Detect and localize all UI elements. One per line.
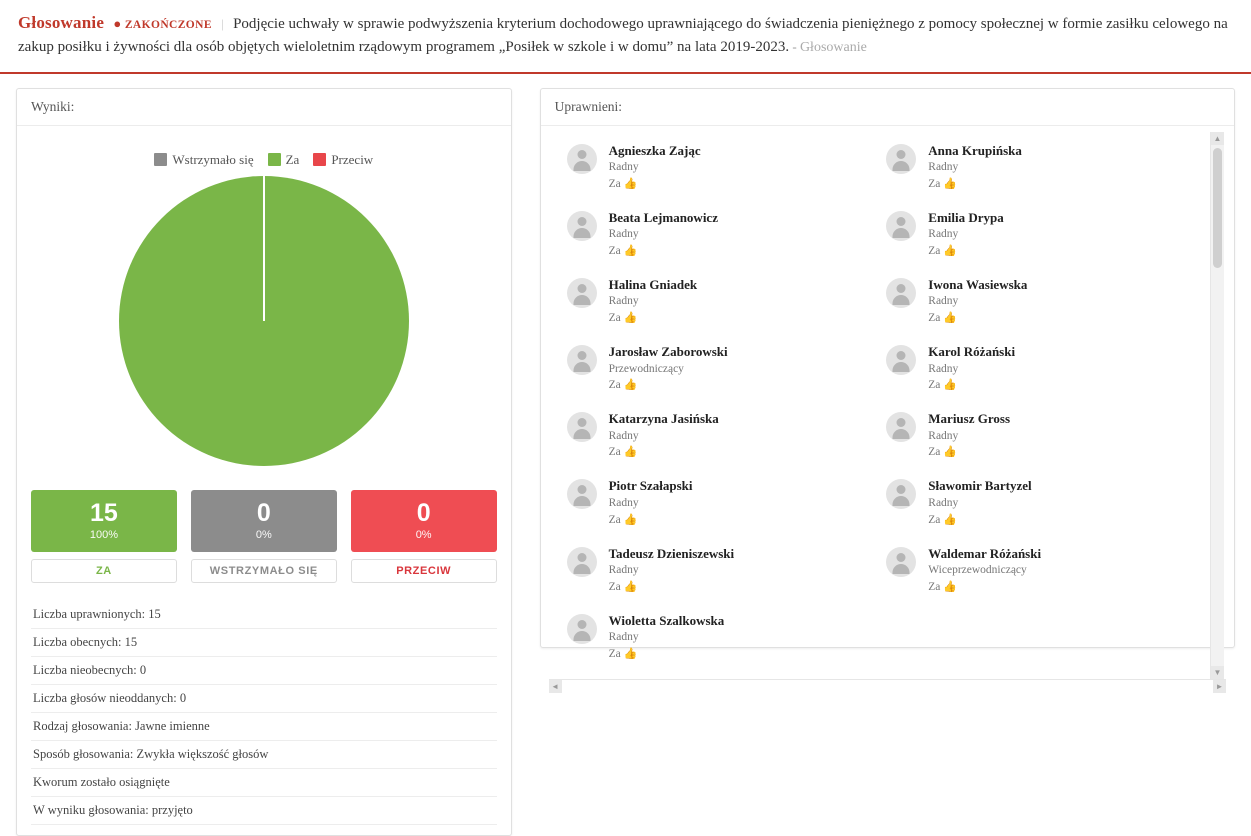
voter-list-item[interactable]	[567, 612, 887, 663]
pie-slice-divider	[263, 176, 265, 321]
voters-vertical-scrollbar[interactable]	[1210, 132, 1224, 679]
voter-name: Karol Różański	[928, 344, 1016, 360]
avatar-icon	[886, 345, 916, 375]
voter-list-item[interactable]	[886, 343, 1206, 394]
result-col-against	[351, 490, 497, 583]
voters-scroll-area	[549, 132, 1226, 679]
avatar-icon	[567, 345, 597, 375]
legend-swatch-abstain	[154, 153, 167, 166]
voter-name: Jarosław Zaborowski	[608, 344, 728, 360]
result-box-against	[351, 490, 497, 552]
page-header	[0, 0, 1251, 74]
voter-info	[609, 276, 698, 327]
thumbs-up-icon: 👍	[620, 446, 638, 459]
thumbs-up-icon: 👍	[620, 379, 638, 392]
voter-info	[928, 276, 1027, 327]
avatar-icon	[886, 278, 916, 308]
voter-name: Mariusz Gross	[928, 411, 1011, 427]
voter-role: Radny	[608, 496, 639, 509]
result-box-abstain	[191, 490, 337, 552]
legend-item-abstain	[154, 152, 253, 168]
thumbs-up-icon: 👍	[620, 513, 638, 526]
voter-vote	[609, 444, 719, 461]
voter-vote	[609, 377, 728, 394]
vote-stats-list	[17, 583, 511, 835]
main-content	[0, 74, 1251, 836]
avatar-icon	[886, 547, 916, 577]
voter-vote-label: Za	[928, 379, 941, 392]
results-panel	[16, 88, 512, 836]
voter-vote	[928, 310, 1027, 327]
stat-row: W wyniku głosowania: przyjęto	[31, 797, 497, 825]
voter-vote	[928, 243, 1003, 260]
voter-name: Katarzyna Jasińska	[608, 411, 719, 427]
voter-info	[609, 477, 693, 528]
stat-row: Kworum zostało osiągnięte	[31, 769, 497, 797]
voter-vote-label: Za	[608, 647, 621, 660]
voter-vote-label: Za	[608, 244, 621, 257]
scroll-down-arrow-icon[interactable]: ▼	[1211, 666, 1224, 679]
avatar-icon	[567, 547, 597, 577]
thumbs-up-icon: 👍	[620, 580, 638, 593]
result-col-for	[31, 490, 177, 583]
voter-role: Radny	[928, 362, 959, 375]
thumbs-up-icon: 👍	[940, 580, 957, 593]
voter-role: Radny	[928, 496, 959, 509]
voter-info	[609, 343, 728, 394]
status-badge	[113, 16, 215, 31]
voter-info	[928, 410, 1010, 461]
result-percent-abstain: 0%	[255, 529, 272, 542]
voter-role: Radny	[928, 228, 959, 241]
legend-item-against	[313, 152, 373, 168]
voter-list-item[interactable]	[886, 477, 1206, 528]
voter-vote	[609, 310, 698, 327]
scroll-left-arrow-icon[interactable]: ◄	[549, 680, 562, 693]
result-label-against: PRZECIW	[351, 559, 497, 583]
chart-legend	[17, 152, 511, 168]
avatar-icon	[886, 479, 916, 509]
voter-list-item[interactable]	[567, 142, 887, 193]
voter-vote-label: Za	[608, 379, 621, 392]
result-count-abstain: 0	[256, 498, 271, 527]
avatar-icon	[567, 614, 597, 644]
voter-list-item[interactable]	[567, 545, 887, 596]
voters-panel	[540, 88, 1235, 691]
stat-row: Rodzaj głosowania: Jawne imienne	[31, 713, 497, 741]
voter-list-item[interactable]	[567, 276, 887, 327]
voter-info	[609, 612, 725, 663]
pie-chart	[119, 176, 409, 466]
voter-role: Radny	[608, 429, 639, 442]
results-panel-title: Wyniki:	[17, 89, 511, 126]
stat-row: Liczba uprawnionych: 15	[31, 601, 497, 629]
avatar-icon	[886, 412, 916, 442]
thumbs-up-icon: 👍	[940, 244, 957, 257]
voter-role: Radny	[608, 631, 639, 644]
voter-info	[928, 545, 1041, 596]
voter-vote-label: Za	[928, 513, 941, 526]
avatar-icon	[567, 211, 597, 241]
voter-vote-label: Za	[608, 513, 621, 526]
voter-role: Radny	[608, 161, 639, 174]
avatar-icon	[567, 479, 597, 509]
voters-grid	[549, 132, 1226, 679]
legend-swatch-against	[313, 153, 326, 166]
voter-list-item[interactable]	[567, 410, 887, 461]
stat-row: Sposób głosowania: Zwykła większość głosów	[31, 741, 497, 769]
voter-info	[928, 343, 1015, 394]
voter-info	[609, 410, 719, 461]
voter-vote-label: Za	[928, 312, 941, 325]
voter-role: Radny	[608, 295, 639, 308]
voter-vote	[609, 243, 718, 260]
voter-info	[928, 209, 1003, 260]
scroll-up-arrow-icon[interactable]: ▲	[1211, 132, 1224, 145]
voter-name: Iwona Wasiewska	[928, 276, 1028, 292]
voter-list-item[interactable]	[567, 209, 887, 260]
result-label-for: ZA	[31, 559, 177, 583]
avatar-icon	[567, 278, 597, 308]
voters-panel-title: Uprawnieni:	[541, 89, 1234, 126]
voter-vote	[609, 176, 701, 193]
voter-vote	[609, 579, 735, 596]
voter-info	[928, 477, 1031, 528]
voter-vote-label: Za	[608, 177, 621, 190]
voter-list-item[interactable]	[567, 343, 887, 394]
voter-info	[609, 545, 735, 596]
voter-vote	[928, 377, 1015, 394]
stat-row: Liczba nieobecnych: 0	[31, 657, 497, 685]
result-box-for	[31, 490, 177, 552]
header-dash: -	[792, 39, 797, 55]
voter-list-item[interactable]	[886, 142, 1206, 193]
thumbs-up-icon: 👍	[940, 513, 957, 526]
voter-vote	[609, 646, 725, 663]
voter-list-item[interactable]	[886, 545, 1206, 596]
voter-list-item[interactable]	[886, 209, 1206, 260]
avatar-icon	[886, 144, 916, 174]
voter-info	[609, 142, 701, 193]
header-breadcrumb-tail: Głosowanie	[799, 40, 867, 56]
legend-item-for	[268, 152, 300, 168]
voter-name: Piotr Szałapski	[608, 478, 693, 494]
scroll-right-arrow-icon[interactable]: ►	[1213, 680, 1226, 693]
voter-vote-label: Za	[608, 446, 621, 459]
voter-name: Wioletta Szalkowska	[608, 612, 725, 628]
vertical-scroll-thumb[interactable]	[1213, 148, 1222, 268]
pie-chart-wrapper	[17, 176, 511, 466]
thumbs-up-icon: 👍	[620, 177, 638, 190]
legend-label-against: Przeciw	[331, 151, 374, 167]
voter-name: Halina Gniadek	[608, 276, 698, 292]
page-title: Głosowanie	[18, 13, 105, 32]
voter-role: Radny	[928, 429, 959, 442]
voter-vote	[928, 176, 1022, 193]
result-percent-against: 0%	[415, 529, 432, 542]
voter-name: Agnieszka Zając	[608, 142, 701, 158]
thumbs-up-icon: 👍	[620, 647, 638, 660]
voters-column-left	[567, 142, 887, 679]
legend-swatch-for	[268, 153, 281, 166]
voter-role: Radny	[608, 228, 639, 241]
result-percent-for: 100%	[89, 529, 118, 542]
thumbs-up-icon: 👍	[940, 379, 957, 392]
stat-row: Liczba obecnych: 15	[31, 629, 497, 657]
result-col-abstain	[191, 490, 337, 583]
voter-role: Radny	[608, 564, 639, 577]
voter-list-item[interactable]	[567, 477, 887, 528]
result-label-abstain: WSTRZYMAŁO SIĘ	[191, 559, 337, 583]
stat-row: Liczba głosów nieoddanych: 0	[31, 685, 497, 713]
voter-name: Emilia Drypa	[928, 209, 1004, 225]
thumbs-up-icon: 👍	[940, 312, 957, 325]
voter-list-item[interactable]	[886, 276, 1206, 327]
voter-vote-label: Za	[928, 244, 941, 257]
voter-name: Sławomir Bartyzel	[928, 478, 1032, 494]
avatar-icon	[567, 412, 597, 442]
voter-vote-label: Za	[608, 312, 621, 325]
voter-info	[609, 209, 718, 260]
status-dot-icon: ●	[113, 16, 122, 31]
voter-vote-label: Za	[608, 580, 621, 593]
voter-vote-label: Za	[928, 177, 941, 190]
avatar-icon	[567, 144, 597, 174]
voter-vote	[928, 444, 1010, 461]
result-count-against: 0	[416, 498, 431, 527]
voter-role: Radny	[928, 161, 959, 174]
voter-vote-label: Za	[928, 446, 941, 459]
avatar-icon	[886, 211, 916, 241]
voter-name: Tadeusz Dzieniszewski	[608, 545, 735, 561]
status-badge-label: ZAKOŃCZONE	[124, 19, 212, 31]
voter-vote-label: Za	[928, 580, 941, 593]
voter-vote	[609, 512, 693, 529]
voter-info	[928, 142, 1022, 193]
thumbs-up-icon: 👍	[940, 177, 957, 190]
legend-label-for: Za	[285, 151, 300, 167]
voter-name: Beata Lejmanowicz	[608, 209, 718, 225]
result-count-for: 15	[90, 498, 118, 527]
thumbs-up-icon: 👍	[620, 244, 638, 257]
voter-list-item[interactable]	[886, 410, 1206, 461]
voter-name: Anna Krupińska	[928, 142, 1022, 158]
voter-role: Przewodniczący	[608, 362, 684, 375]
voter-name: Waldemar Różański	[928, 545, 1042, 561]
thumbs-up-icon: 👍	[940, 446, 957, 459]
voters-horizontal-scrollbar[interactable]	[549, 679, 1226, 691]
result-boxes	[17, 466, 511, 583]
voter-role: Wiceprzewodniczący	[928, 564, 1027, 577]
header-separator: |	[221, 16, 224, 31]
voter-vote	[928, 512, 1031, 529]
voter-vote	[928, 579, 1041, 596]
thumbs-up-icon: 👍	[620, 312, 638, 325]
legend-label-abstain: Wstrzymało się	[172, 151, 254, 167]
voters-column-right	[886, 142, 1206, 679]
resolution-description: Podjęcie uchwały w sprawie podwyższenia kryterium dochodowego uprawniającego do świadczenia pieniężnego z pomocy społecznej w formie zasiłku celowego na zakup posiłku i żywności dla osób objętych wieloletnim rządowym programem „Posiłek w szkole i w domu” na lata 2019-2023.	[18, 16, 1228, 56]
voter-role: Radny	[928, 295, 959, 308]
